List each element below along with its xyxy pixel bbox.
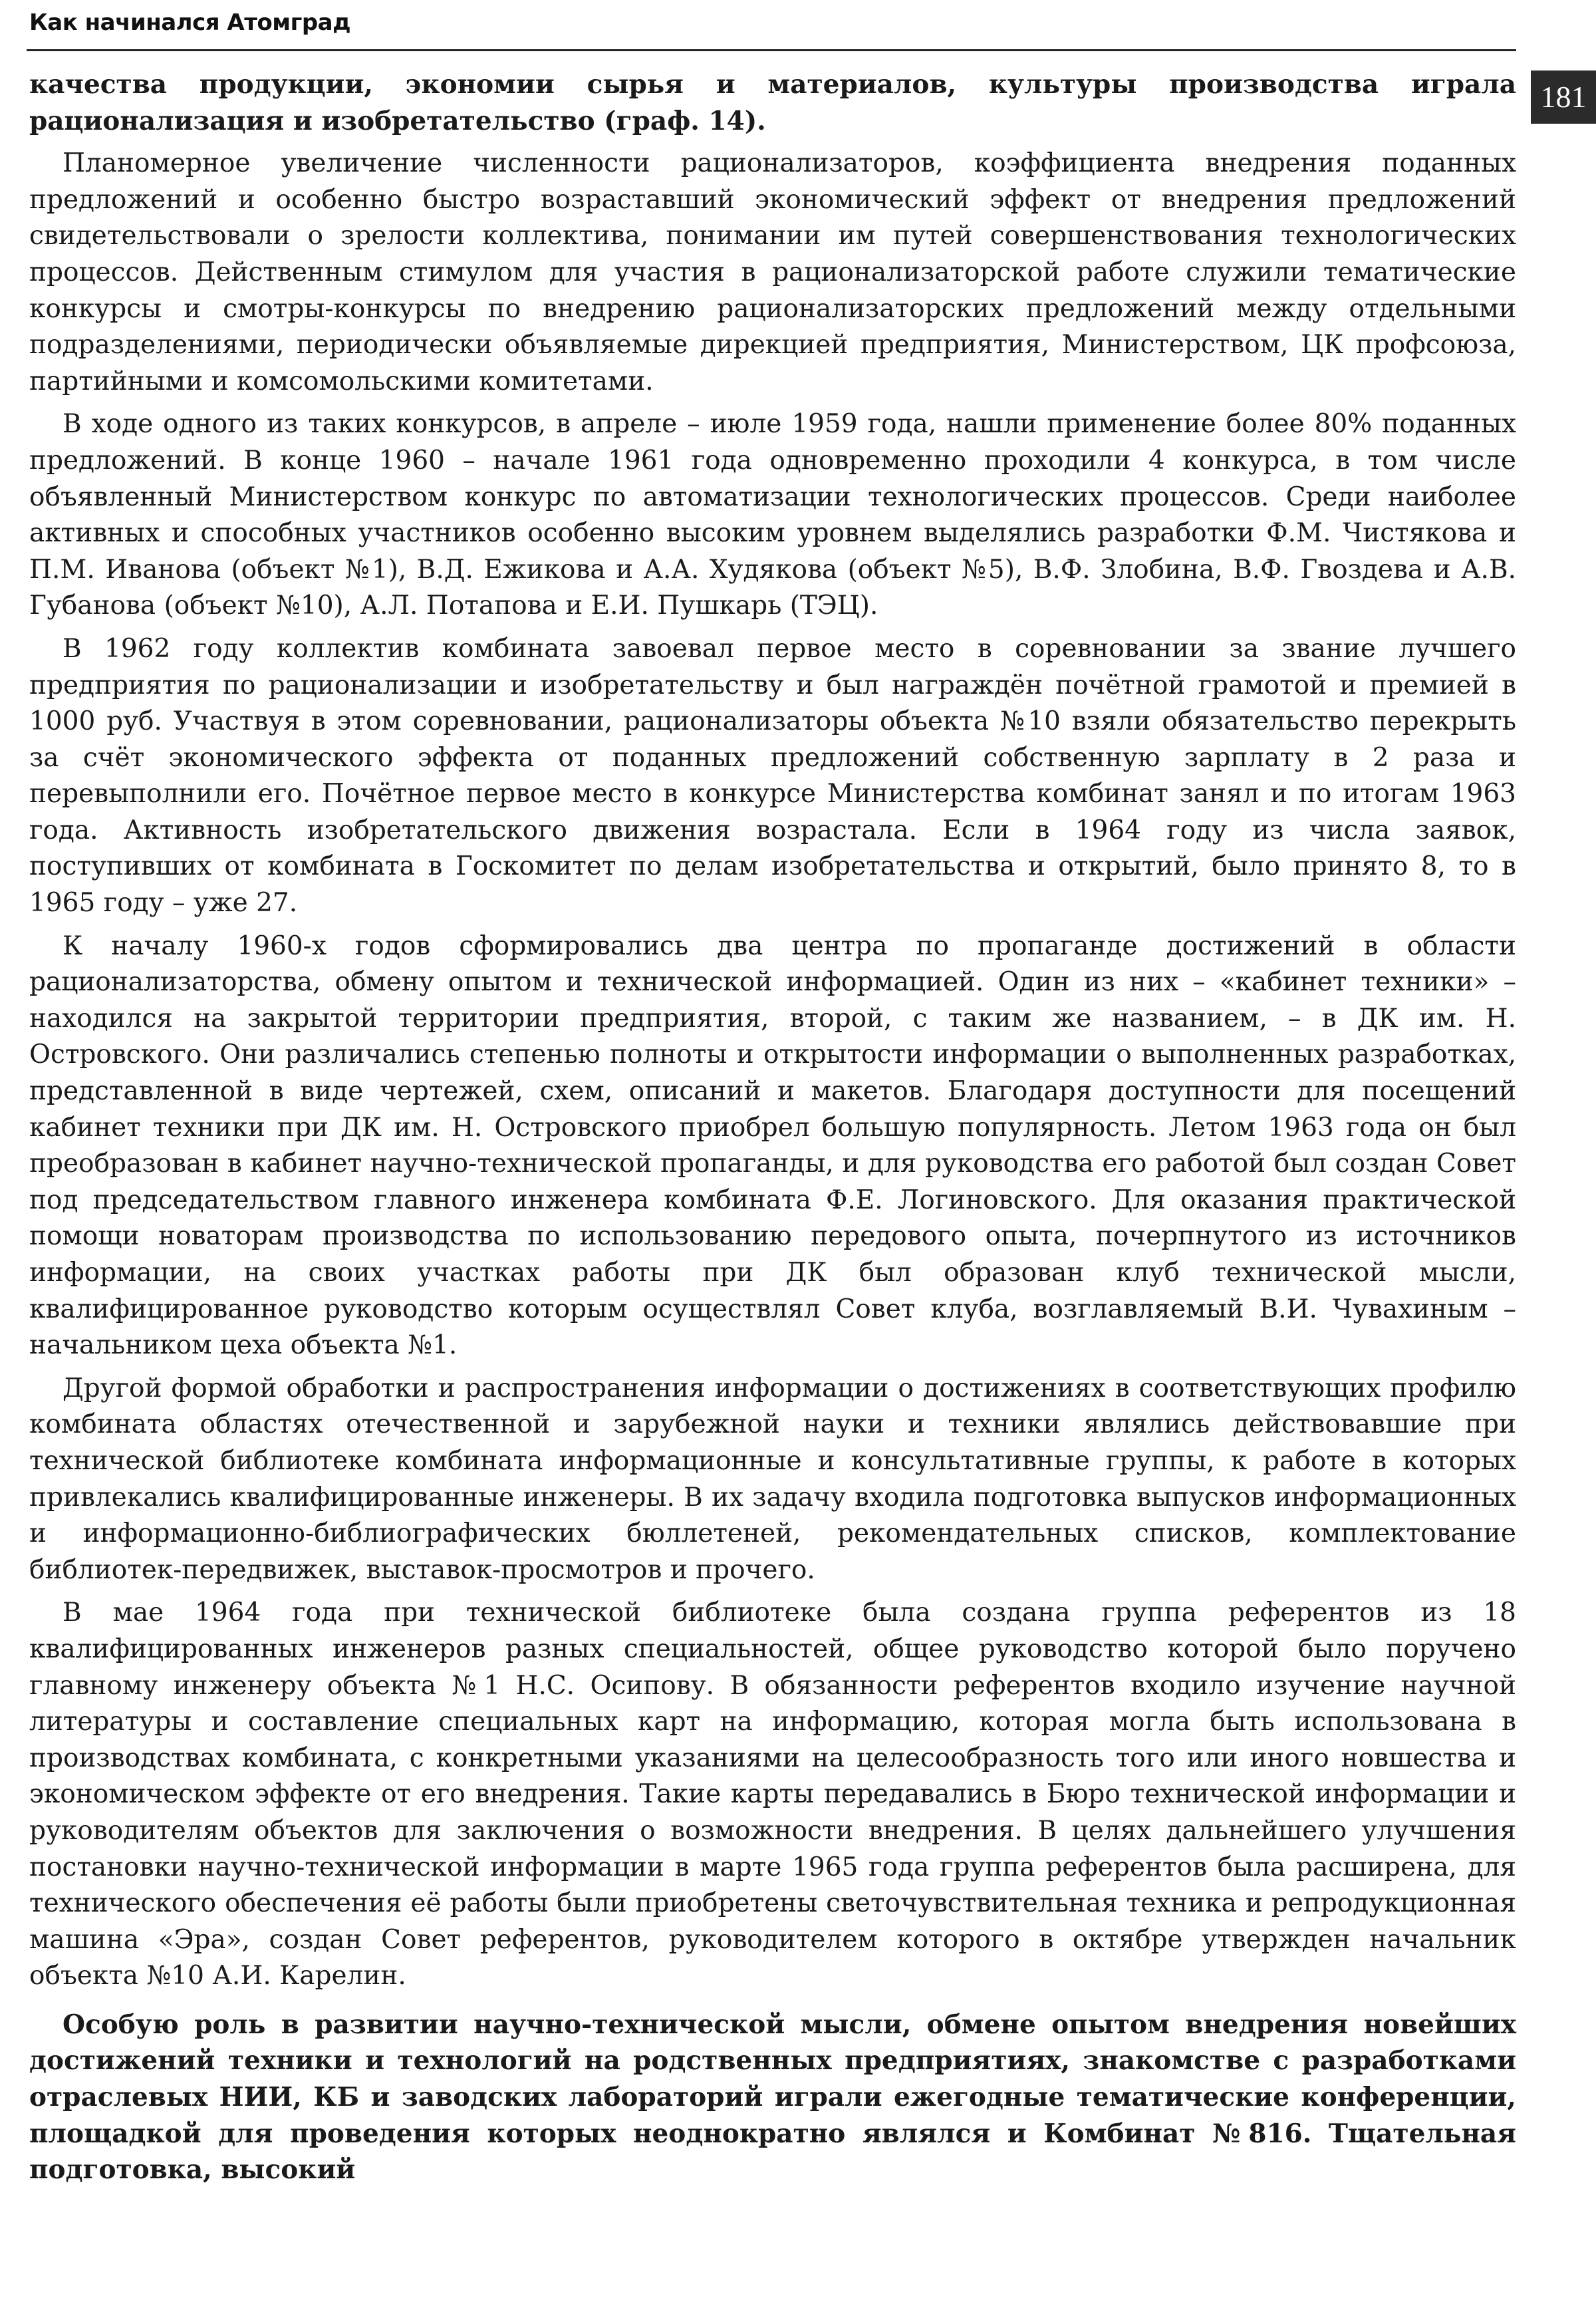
paragraph: К началу 1960-х годов сформировались два центра по пропаганде достижений в области рационализаторства, обмену опытом и технической информацией. Один из них – «кабинет техники» – находился на закрытой территории предприятия, второй, с таким же названием, – в ДК им. Н. Островского. Они различались степенью полноты и открытости информации о выполненных разработках, представленной в виде чертежей, схем, описаний и макетов. Благодаря доступности для посещений кабинет техники при ДК им. Н. Островского приобрел большую популярность. Летом 1963 года он был преобразован в кабинет научно-технической пропаганды, и для руководства его работой был создан Совет под председательством главного инженера комбината Ф.Е. Логиновского. Для оказания практической помощи новаторам производства по использованию передового опыта, почерпнутого из источников информации, на своих участках работы при ДК был образован клуб технической мысли, квалифицированное руководство которым осуществлял Совет клуба, возглавляемый В.И. Чувахиным – начальником цеха объекта №1. [29,931,1516,1361]
paragraph-continued: качества продукции, экономии сырья и материалов, культуры производства играла рационализация и изобретательство (граф. 14). [29,69,1516,136]
running-title: Как начинался Атомград [29,9,351,36]
paragraph: В мае 1964 года при технической библиотеке была создана группа референтов из 18 квалифицированных инженеров разных специальностей, общее руководство которой было поручено главному инженеру объекта №1 Н.С. Осипову. В обязанности референтов входило изучение научной литературы и составление специальных карт на информацию, которая могла быть использована в производствах комбината, с конкретными указаниями на целесообразность того или иного новшества и экономическом эффекте от его внедрения. Такие карты передавались в Бюро технической информации и руководителям объектов для заключения о возможности внедрения. В целях дальнейшего улучшения постановки научно-технической информации в марте 1965 года группа референтов была расширена, для технического обеспечения её работы были приобретены светочувствительная техника и репродукционная машина «Эра», создан Совет референтов, руководителем которого в октябре утвержден начальник объекта №10 А.И. Карелин. [29,1598,1516,1991]
page-number: 181 [1531,71,1596,124]
paragraph: В ходе одного из таких конкурсов, в апреле – июле 1959 года, нашли применение более 80% поданных предложений. В конце 1960 – начале 1961 года одновременно проходили 4 конкурса, в том числе объявленный Министерством конкурс по автоматизации технологических процессов. Среди наиболее активных и способных участников особенно высоким уровнем выделялись разработки Ф.М. Чистякова и П.М. Иванова (объект №1), В.Д. Ежикова и А.А. Худякова (объект №5), В.Ф. Злобина, В.Ф. Гвоздева и А.В. Губанова (объект №10), А.Л. Потапова и Е.И. Пушкарь (ТЭЦ). [29,409,1516,621]
page-body [29,67,1516,2195]
paragraph: В 1962 году коллектив комбината завоевал первое место в соревновании за звание лучшего предприятия по рационализации и изобретательству и был награждён почётной грамотой и премией в 1000 руб. Участвуя в этом соревновании, рационализаторы объекта №10 взяли обязательство перекрыть за счёт экономического эффекта от поданных предложений собственную зарплату в 2 раза и перевыполнили его. Почётное первое место в конкурсе Министерства комбинат занял и по итогам 1963 года. Активность изобретательского движения возрастала. Если в 1964 году из числа заявок, поступивших от комбината в Госкомитет по делам изобретательства и открытий, было принято 8, то в 1965 году – уже 27. [29,633,1516,919]
paragraph: Планомерное увеличение численности рационализаторов, коэффициента внедрения поданных предложений и особенно быстро возраставший экономический эффект от внедрения предложений свидетельствовали о зрелости коллектива, понимании им путей совершенствования технологических процессов. Действенным стимулом для участия в рационализаторской работе служили тематические конкурсы и смотры-конкурсы по внедрению рационализаторских предложений между отдельными подразделениями, периодически объявляемые дирекцией предприятия, Министерством, ЦК профсоюза, партийными и комсомольскими комитетами. [29,148,1516,396]
header-rule [27,49,1516,51]
paragraph: Другой формой обработки и распространения информации о достижениях в соответствующих профилю комбината областях отечественной и зарубежной науки и техники являлись действовавшие при технической библиотеке комбината информационные и консультативные группы, к работе в которых привлекались квалифицированные инженеры. В их задачу входила подготовка выпусков информационных и информационно-библиографических бюллетеней, рекомендательных списков, комплектование библиотек-передвижек, выставок-просмотров и прочего. [29,1373,1516,1585]
paragraph-continues: Особую роль в развитии научно-технической мысли, обмене опытом внедрения новейших достижений техники и технологий на родственных предприятиях, знакомстве с разработками отраслевых НИИ, КБ и заводских лабораторий играли ежегодные тематические конференции, площадкой для проведения которых неоднократно являлся и Комбинат №816. Тщательная подготовка, высокий [29,2009,1516,2186]
